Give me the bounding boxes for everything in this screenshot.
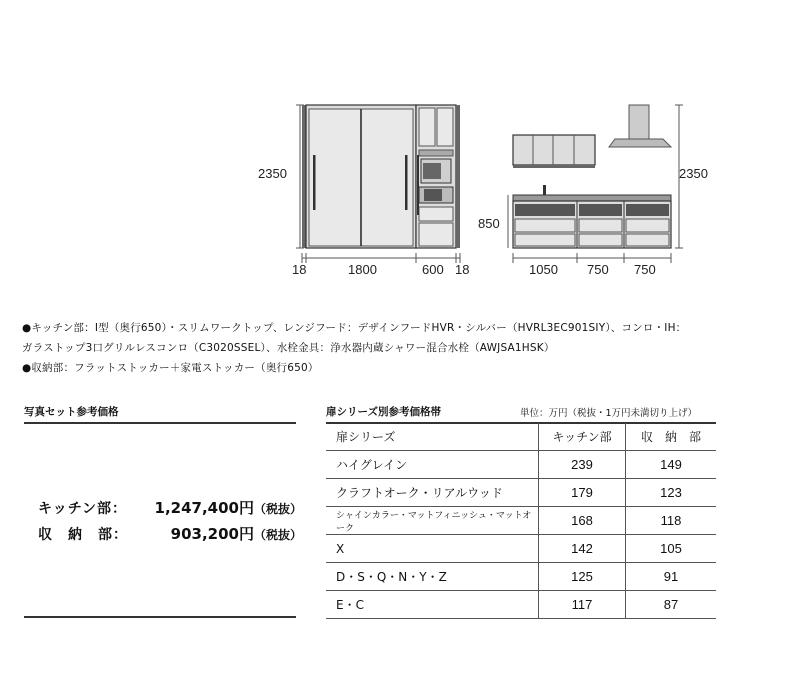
kitchen-value: 142 bbox=[539, 535, 626, 563]
table-row bbox=[326, 563, 716, 591]
kitchen-price-row bbox=[38, 497, 302, 518]
kitchen-value: 117 bbox=[539, 591, 626, 619]
storage-price-value: 903,200円 bbox=[170, 525, 254, 543]
header-series: 扉シリーズ bbox=[326, 423, 539, 451]
table-row bbox=[326, 535, 716, 563]
storage-value: 91 bbox=[626, 563, 717, 591]
table-header-row bbox=[326, 423, 716, 451]
series-name: E・C bbox=[326, 591, 539, 619]
table-row bbox=[326, 507, 716, 535]
storage-width-tower: 600 bbox=[422, 262, 444, 277]
storage-price-row bbox=[38, 523, 302, 544]
series-name: ハイグレイン bbox=[326, 451, 539, 479]
table-row bbox=[326, 479, 716, 507]
kitchen-elevation-drawing bbox=[505, 95, 705, 275]
kitchen-value: 179 bbox=[539, 479, 626, 507]
series-name: D・S・Q・N・Y・Z bbox=[326, 563, 539, 591]
storage-height-label: 2350 bbox=[258, 166, 287, 181]
spec-storage-line: ●収納部：フラットストッカー＋家電ストッカー（奥行650） bbox=[22, 362, 319, 374]
tax-note: （税抜） bbox=[254, 528, 303, 542]
photo-set-title: 写真セット参考価格 bbox=[24, 406, 119, 418]
kitchen-value: 168 bbox=[539, 507, 626, 535]
kitchen-value: 239 bbox=[539, 451, 626, 479]
header-kitchen: キッチン部 bbox=[539, 423, 626, 451]
storage-value: 149 bbox=[626, 451, 717, 479]
price-table bbox=[326, 423, 716, 619]
storage-width-right: 18 bbox=[455, 262, 470, 277]
table-row bbox=[326, 451, 716, 479]
storage-value: 118 bbox=[626, 507, 717, 535]
counter-height-label: 850 bbox=[478, 216, 500, 231]
divider bbox=[24, 422, 296, 424]
storage-value: 123 bbox=[626, 479, 717, 507]
storage-width-main: 1800 bbox=[348, 262, 377, 277]
price-table-title: 扉シリーズ別参考価格帯 bbox=[326, 406, 441, 418]
divider bbox=[24, 616, 296, 618]
kitchen-width-sink: 1050 bbox=[529, 262, 558, 277]
series-name: X bbox=[326, 535, 539, 563]
spec-kitchen-line1: ●キッチン部：I型（奥行650）・スリムワークトップ、レンジフード：デザインフードHVR・シルバー（HVRL3EC901SIY）、コンロ・IH： bbox=[22, 322, 687, 334]
kitchen-value: 125 bbox=[539, 563, 626, 591]
series-name: シャインカラー・マットフィニッシュ・マットオーク bbox=[326, 507, 539, 535]
spec-block bbox=[22, 318, 686, 378]
kitchen-price-label: キッチン部： bbox=[38, 501, 128, 517]
storage-elevation-drawing bbox=[280, 95, 480, 275]
unit-note: 単位：万円（税抜・1万円未満切り上げ） bbox=[520, 408, 698, 419]
header-storage: 収 納 部 bbox=[626, 423, 717, 451]
spec-kitchen-line2: ガラストップ3口グリルレスコンロ（C3020SSEL）、水栓金具：浄水器内蔵シャワー混合水栓（AWJSA1HSK） bbox=[22, 342, 555, 354]
storage-value: 105 bbox=[626, 535, 717, 563]
tax-note: （税抜） bbox=[254, 502, 303, 516]
storage-value: 87 bbox=[626, 591, 717, 619]
series-name: クラフトオーク・リアルウッド bbox=[326, 479, 539, 507]
storage-price-label: 収 納 部： bbox=[38, 527, 128, 543]
table-row bbox=[326, 591, 716, 619]
kitchen-height-label: 2350 bbox=[679, 166, 708, 181]
kitchen-width-mid: 750 bbox=[587, 262, 609, 277]
storage-width-left: 18 bbox=[292, 262, 307, 277]
kitchen-width-right: 750 bbox=[634, 262, 656, 277]
kitchen-price-value: 1,247,400円 bbox=[154, 499, 254, 517]
